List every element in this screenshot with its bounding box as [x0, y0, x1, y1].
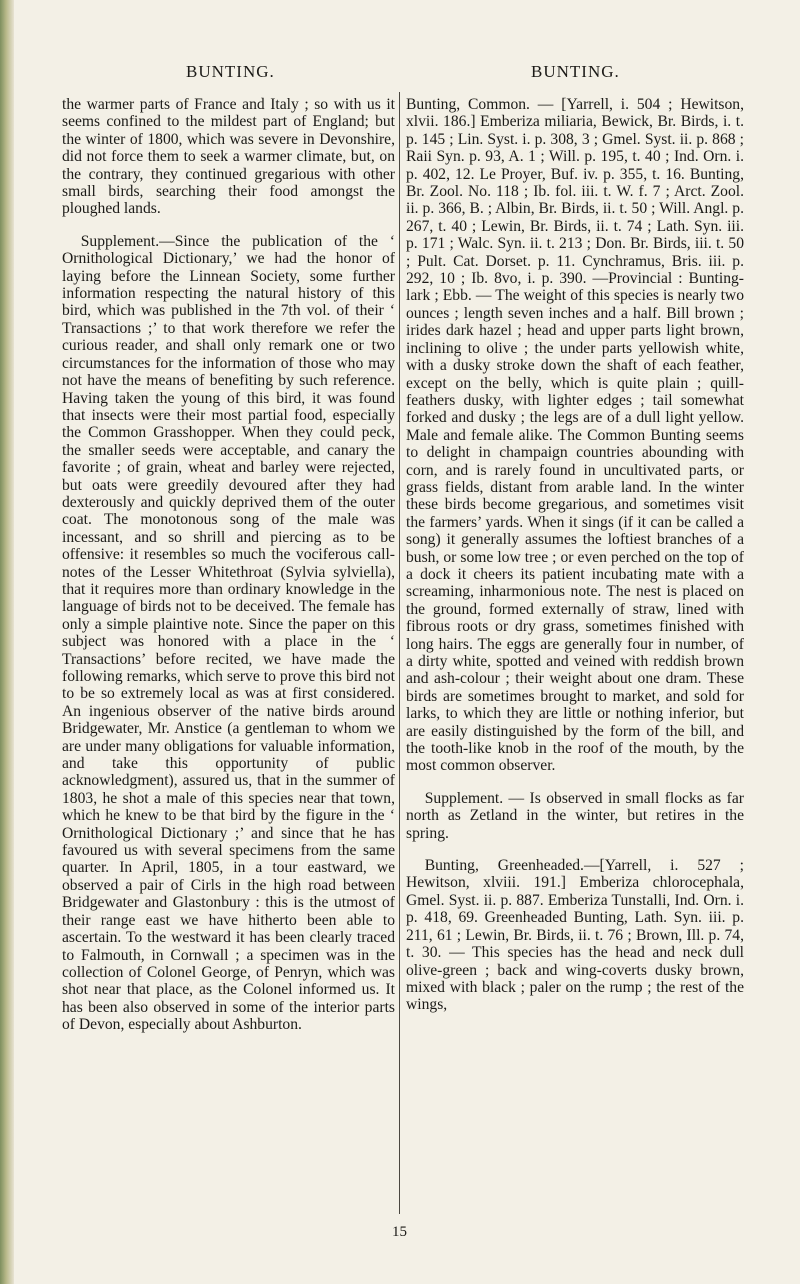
page-gutter — [0, 0, 14, 1284]
supplement-paragraph: Supplement. — Is observed in small flocks as far north as Zetland in the winter, but retires in the spring. — [406, 789, 744, 842]
supplement-paragraph: Supplement.—Since the publication of the ‘ Ornithological Dictionary,’ we had the honor of laying before the Linnean Society, some further information respecting the natural history of this bird, which was published in the 7th vol. of their ‘ Transactions ;’ to that work therefore we refer the curious reader, and shall only remark one or two circumstances for the information of those who may not have the means of benefiting by such reference. Having taken the young of this bird, it was found that insects were their most partial food, especially the Common Grasshopper. When they could peck, the smaller seeds were acceptable, and canary the favorite ; of grain, wheat and barley were rejected, but oats were greedily devoured after they had dexterously and quickly deprived them of the outer coat. The monotonous song of the male was incessant, and so shrill and piercing as to be offensive: it resembles so much the vociferous call-notes of the Lesser Whitethroat (Sylvia sylviella), that it requires more than ordinary knowledge in the language of birds not to be deceived. The female has only a simple plaintive note. Since the paper on this subject was honored with a place in the ‘ Transactions’ before recited, we have made the following remarks, which serve to prove this bird not to be so extremely local as was at first considered. An ingenious observer of the native birds around Bridgewater, Mr. Anstice (a gentleman to whom we are under many obligations for valuable information, and take this opportunity of public acknowledgment), assured us, that in the summer of 1803, he shot a male of this species near that town, which he knew to be that bird by the figure in the ‘ Ornithological Dictionary ;’ and since that he has favoured us with several specimens from the same quarter. In April, 1805, in a tour eastward, we observed a pair of Cirls in the high road between Bridgewater and Glastonbury : this is the utmost of their range east we have hitherto been able to ascertain. To the westward it has been clearly traced to Falmouth, in Cornwall ; a specimen was in the collection of Colonel George, of Penryn, which was shot near that place, as the Colonel informed us. It has been also observed in some of the interior parts of Devon, especially about Ashburton. — [62, 232, 395, 1034]
paragraph: the warmer parts of France and Italy ; so with us it seems confined to the mildest part of England; but the winter of 1800, which was severe in Devonshire, did not force them to seek a warmer climate, but, on the contrary, they continued gregarious with other small birds, searching their food amongst the ploughed lands. — [62, 96, 395, 218]
entry-common-bunting: Bunting, Common. — [Yarrell, i. 504 ; Hewitson, xlvii. 186.] Emberiza miliaria, Bewick, Br. Birds, i. t. p. 145 ; Lin. Syst. i. p. 308, 3 ; Gmel. Syst. ii. p. 868 ; Raii Syn. p. 93, A. 1 ; Will. p. 195, t. 40 ; Ind. Orn. i. p. 402, 12. Le Proyer, Buf. iv. p. 355, t. 16. Bunting, Br. Zool. No. 118 ; Ib. fol. iii. t. W. f. 7 ; Arct. Zool. ii. p. 366, B. ; Albin, Br. Birds, ii. t. 50 ; Will. Angl. p. 267, t. 40 ; Lewin, Br. Birds, ii. t. 74 ; Lath. Syn. iii. p. 171 ; Walc. Syn. ii. t. 213 ; Don. Br. Birds, iii. t. 50 ; Pult. Cat. Dorset. p. 11. Cynchramus, Bris. iii. p. 292, 10 ; Ib. 8vo, i. p. 390. —Provincial : Bunting-lark ; Ebb. — The weight of this species is nearly two ounces ; length seven inches and a half. Bill brown ; irides dark hazel ; head and upper parts light brown, inclining to olive ; the under parts yellowish white, with a dusky stroke down the shaft of each feather, except on the belly, which is quite plain ; quill-feathers dusky, with lighter edges ; tail somewhat forked and dusky ; the legs are of a dull light yellow. Male and female alike. The Common Bunting seems to delight in champaign countries abounding with corn, and is rarely found in uncultivated parts, or grass fields, distant from arable land. In the winter these birds become gregarious, and sometimes visit the farmers’ yards. When it sings (if it can be called a song) it generally assumes the loftiest branches of a bush, or some low tree ; or even perched on the top of a dock it cheers its patient incubating mate with a screaming, inharmonious note. The nest is placed on the ground, formed externally of straw, lined with fibrous roots or dry grass, sometimes finished with long hairs. The eggs are generally four in number, of a dirty white, spotted and veined with reddish brown and ash-colour ; their weight about one dram. These birds are sometimes brought to market, and sold for larks, to which they are little or nothing inferior, but are easily distinguished by the form of the bill, and the tooth-like knob in the roof of the mouth, by the most common observer. — [406, 96, 744, 775]
page-number: 15 — [392, 1224, 407, 1240]
running-header-right: BUNTING. — [531, 62, 620, 81]
left-column — [62, 96, 395, 1034]
entry-greenheaded-bunting: Bunting, Greenheaded.—[Yarrell, i. 527 ; Hewitson, xlviii. 191.] Emberiza chlorocephala, Gmel. Syst. ii. p. 887. Emberiza Tunstalli, Ind. Orn. i. p. 418, 69. Greenheaded Bunting, Lath. Syn. iii. p. 211, 61 ; Lewin, Br. Birds, ii. t. 76 ; Brown, Ill. p. 74, t. 30. — This species has the head and neck dull olive-green ; back and wing-coverts dusky brown, mixed with black ; paler on the rump ; the rest of the wings, — [406, 857, 744, 1014]
running-header-left: BUNTING. — [186, 62, 275, 81]
right-column — [406, 96, 744, 1014]
column-divider — [399, 92, 400, 1214]
